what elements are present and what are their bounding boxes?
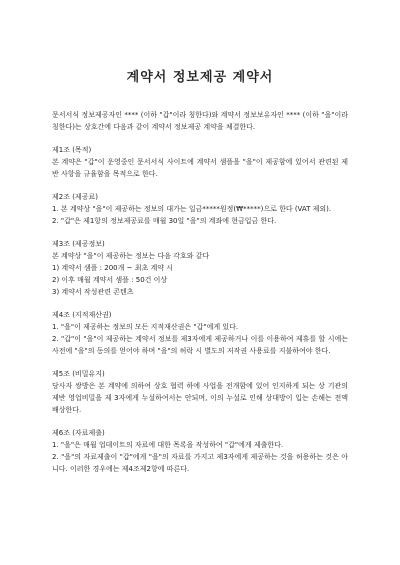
article-line: 본 계약상 "을"이 제공하는 정보는 다음 각호와 같다 — [52, 252, 210, 260]
article-heading: 제6조 (자료제출) — [52, 429, 105, 437]
article-line: 2. "을"의 자료제출이 "갑"에게 "을"의 자료를 가지고 제3자에게 제공하는 것을 허용하는 것은 아니다. 이러한 경우에는 제4조제2항에 따른다. — [52, 453, 348, 473]
article-line: 1) 계약서 샘플 : 200개 ~ 최초 계약 시 — [52, 264, 173, 272]
article-heading: 제1조 (목적) — [52, 146, 92, 154]
article-line: 본 계약은 "갑"이 운영중인 문서서식 사이트에 계약서 샘플을 "을"이 제공함에 있어서 관련된 제반 사항을 규율함을 목적으로 한다. — [52, 158, 348, 178]
article-2 — [52, 192, 348, 227]
article-line: 1. "을"이 제공하는 정보의 모든 지적재산권은 "갑"에게 있다. — [52, 323, 239, 331]
article-line: 당사자 쌍방은 본 계약에 의하여 상호 협력 하에 사업을 전개함에 있어 인지하게 되는 상 기관의 제반 영업비밀을 제 3자에게 누설하여서는 안되며, 이의 누설로 인해 상대방이 입는 손해는 전액 배상한다. — [52, 382, 348, 414]
article-heading: 제2조 (제공료) — [52, 193, 98, 201]
article-line: 1. 본 계약상 "을"이 제공하는 정보의 대가는 일금*****원정(₩*****)으로 한다 (VAT 제외). — [52, 205, 332, 213]
article-line: 3) 계약서 작성관련 콘텐츠 — [52, 288, 134, 296]
article-heading: 제4조 (지적재산권) — [52, 311, 112, 319]
article-line: 2. "갑"이 "을"이 제공하는 계약서 정보를 제3자에게 제공하거나 이를 이용하여 제휴를 할 시에는 사전에 "을"의 동의를 얻어야 하며 "을"의 허락 시 별도의 저작권 사용료를 지불하여야 한다. — [52, 335, 348, 355]
article-heading: 제3조 (제공정보) — [52, 240, 105, 248]
article-3 — [52, 239, 348, 298]
article-heading: 제5조 (비밀유지) — [52, 370, 105, 378]
article-line: 1. "을"은 매월 업데이트의 자료에 대한 목록을 작성하여 "갑"에게 제출한다. — [52, 441, 284, 449]
intro-paragraph: 문서서식 정보제공자인 **** (이하 "갑"이라 칭한다)와 계약서 정보보유자인 **** (이하 "을"이라 칭한다)는 상호간에 다음과 같이 계약서 정보제공 계약을 체결한다. — [52, 111, 348, 131]
article-1 — [52, 145, 348, 180]
article-5 — [52, 369, 348, 416]
article-6 — [52, 428, 348, 475]
article-4 — [52, 310, 348, 357]
article-line: 2) 이후 매월 계약서 샘플 : 50건 이상 — [52, 276, 168, 284]
article-line: 2. "갑"은 제1항의 정보제공료를 매월 30일 "을"의 계좌에 현금입금 한다. — [52, 217, 277, 225]
document-title: 계약서 정보제공 계약서 — [126, 70, 274, 85]
